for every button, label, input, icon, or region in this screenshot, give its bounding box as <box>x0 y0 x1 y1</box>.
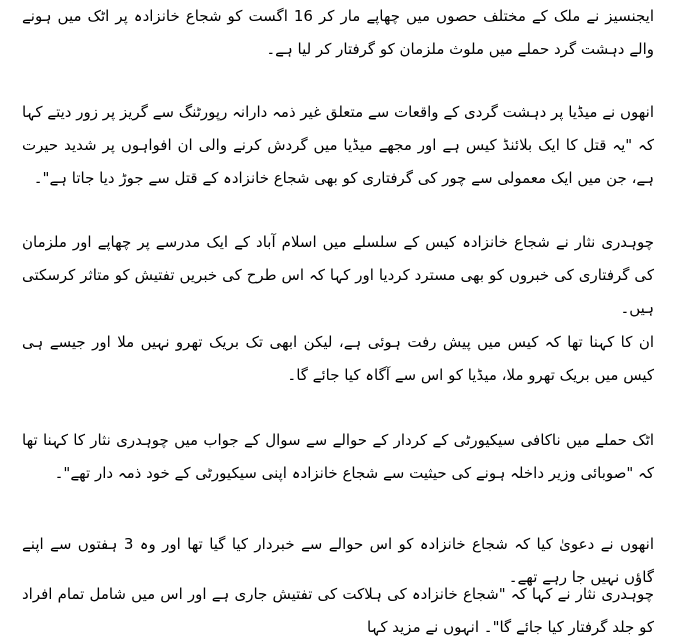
article-paragraph: انھوں نے دعویٰ کیا کہ شجاع خانزادہ کو اس حوالے سے خبردار کیا گیا تھا اور وہ 3 ہفتوں سے اپنے گاؤں نہیں جا رہے تھے۔ <box>22 535 654 586</box>
article-paragraph: ان کا کہنا تھا کہ کیس میں پیش رفت ہوئی ہے، لیکن ابھی تک بریک تھرو نہیں ملا اور جیسے ہی کیس میں بریک تھرو ملا، میڈیا کو اس سے آگاہ کیا جائے گا۔ <box>22 333 654 384</box>
article-paragraph: چوہدری نثار نے شجاع خانزادہ کیس کے سلسلے میں اسلام آباد کے ایک مدرسے پر چھاپے اور ملزمان کی گرفتاری کی خبروں کو بھی مسترد کردیا اور کہا کہ اس طرح کی خبریں تفتیش کو متاثر کرسکتی ہیں۔ <box>22 233 654 317</box>
article-paragraph: ایجنسیز نے ملک کے مختلف حصوں میں چھاپے مار کر 16 اگست کو شجاع خانزادہ پر اٹک میں ہونے والے دہشت گرد حملے میں ملوث ملزمان کو گرفتار کر لیا ہے۔ <box>22 7 655 58</box>
article-paragraph-partial: چوہدری نثار نے کہا کہ "شجاع خانزادہ کی ہلاکت کی تفتیش جاری ہے اور اس میں شامل تمام افراد کو جلد گرفتار کیا جائے گا"۔ انہوں نے مزید کہا <box>22 585 654 636</box>
article-paragraph: انھوں نے میڈیا پر دہشت گردی کے واقعات سے متعلق غیر ذمہ دارانہ رپورٹنگ سے گریز پر زور دیتے کہا کہ "یہ قتل کا ایک بلائنڈ کیس ہے اور مجھے میڈیا میں گردش کرنے والی ان افواہوں پر شدید حیرت ہے، جن میں ایک معمولی سے چور کی گرفتاری کو بھی شجاع خانزادہ کے قتل سے جوڑ دیا جاتا ہے"۔ <box>22 103 654 187</box>
article-paragraph: اٹک حملے میں ناکافی سیکیورٹی کے کردار کے حوالے سے سوال کے جواب میں چوہدری نثار کا کہنا تھا کہ "صوبائی وزیر داخلہ ہونے کی حیثیت سے شجاع خانزادہ اپنی سیکیورٹی کے خود ذمہ دار تھے"۔ <box>22 431 654 482</box>
